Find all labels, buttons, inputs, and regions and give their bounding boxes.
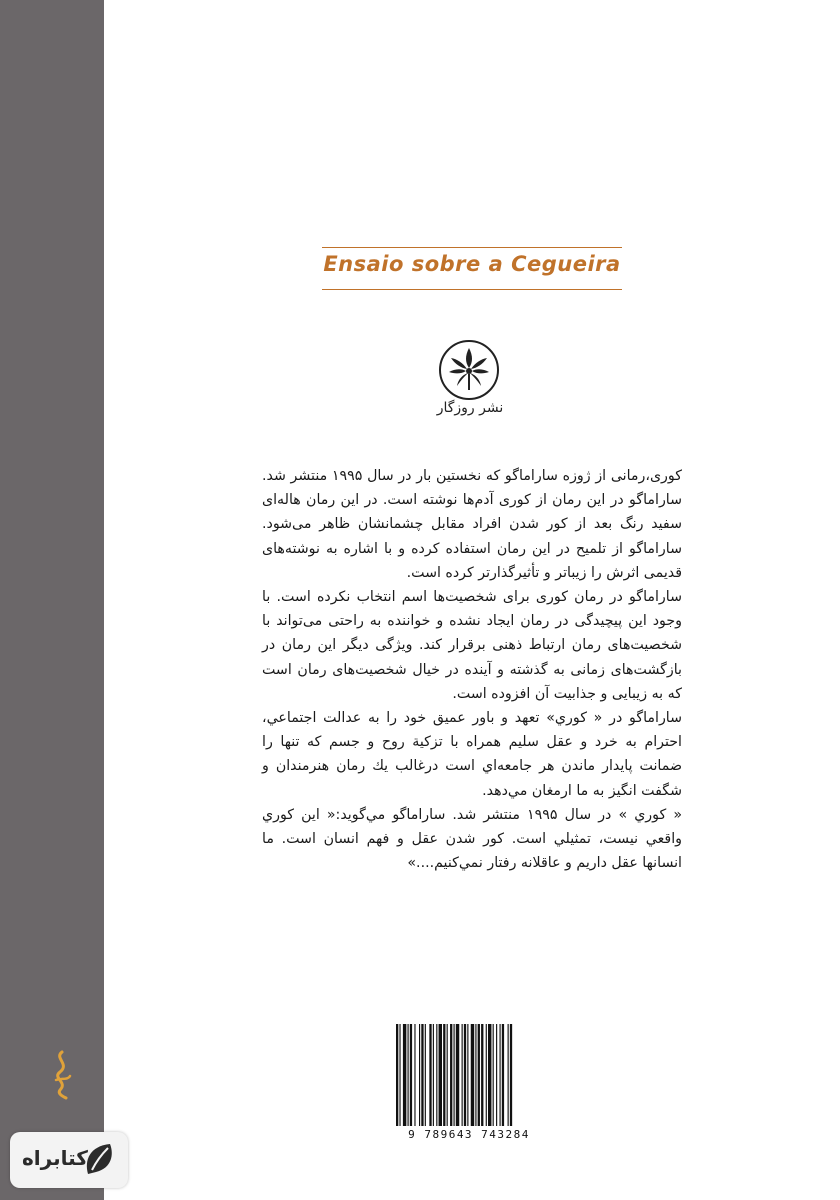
blurb-paragraph-2: ساراماگو در رمان کوری برای شخصیت‌ها اسم انتخاب نکرده است. با وجود این پیچیدگی در رمان ایجاد نشده و خواننده به راحتی می‌تواند با شخصیت‌های رمان ارتباط ذهنی برقرار کند. ویژگی دیگر این رمان در بازگشت‌های زمانی به گذشته و آینده در خیال شخصیت‌های رمان است که به زیبایی و جذابیت آن افزوده است. <box>262 589 682 702</box>
barcode-bars <box>390 1022 548 1128</box>
signature-mark-icon <box>48 1050 76 1100</box>
blurb-paragraph-3: ساراماگو در « كوري» تعهد و باور عميق خود را به عدالت اجتماعي، احترام به خرد و عقل سليم همراه با تزكية روح و جسم كه تنها را ضمانت پايدار ماندن هر جامعه‌اي است درغالب يك رمان هنرمندان و شگفت انگيز به ما ارمغان مي‌دهد. <box>262 710 682 799</box>
leaf-speech-icon <box>80 1140 120 1180</box>
blurb-paragraph-1: کوری،رمانی از ژوزه ساراماگو که نخستین بار در سال ۱۹۹۵ منتشر شد. ساراماگو در این رمان از کوری آدم‌ها نوشته است. در این رمان هاله‌ای سفید رنگ بعد از کور شدن افراد مقابل چشمانشان ظاهر می‌شود. ساراماگو از تلمیح در این رمان استفاده کرده و با اشاره به نوشته‌های قدیمی اثرش را زیباتر و تأثیرگذارتر کرده است. <box>262 468 682 581</box>
book-spine <box>0 0 104 1200</box>
title-rule-top <box>322 247 622 248</box>
title-rule-bottom <box>322 289 622 290</box>
isbn-digits: 9 789643 743284 <box>408 1128 530 1141</box>
book-title: Ensaio sobre a Cegueira <box>323 252 621 276</box>
watermark-label: کتابراه <box>22 1146 88 1170</box>
back-cover-blurb <box>262 464 682 875</box>
kitabrah-watermark <box>10 1132 128 1188</box>
blurb-paragraph-4: « كوري » در سال ۱۹۹۵ منتشر شد. ساراماگو مي‌گويد:« اين كوري واقعي نيست، تمثيلي است. كور شدن عقل و فهم انسان است. ما انسانها عقل داريم و عاقلانه رفتار نمي‌كنيم....» <box>262 806 682 872</box>
publisher-name: نشر روزگار <box>436 400 504 416</box>
flower-emblem-icon <box>437 338 501 402</box>
isbn-barcode <box>390 1022 548 1144</box>
